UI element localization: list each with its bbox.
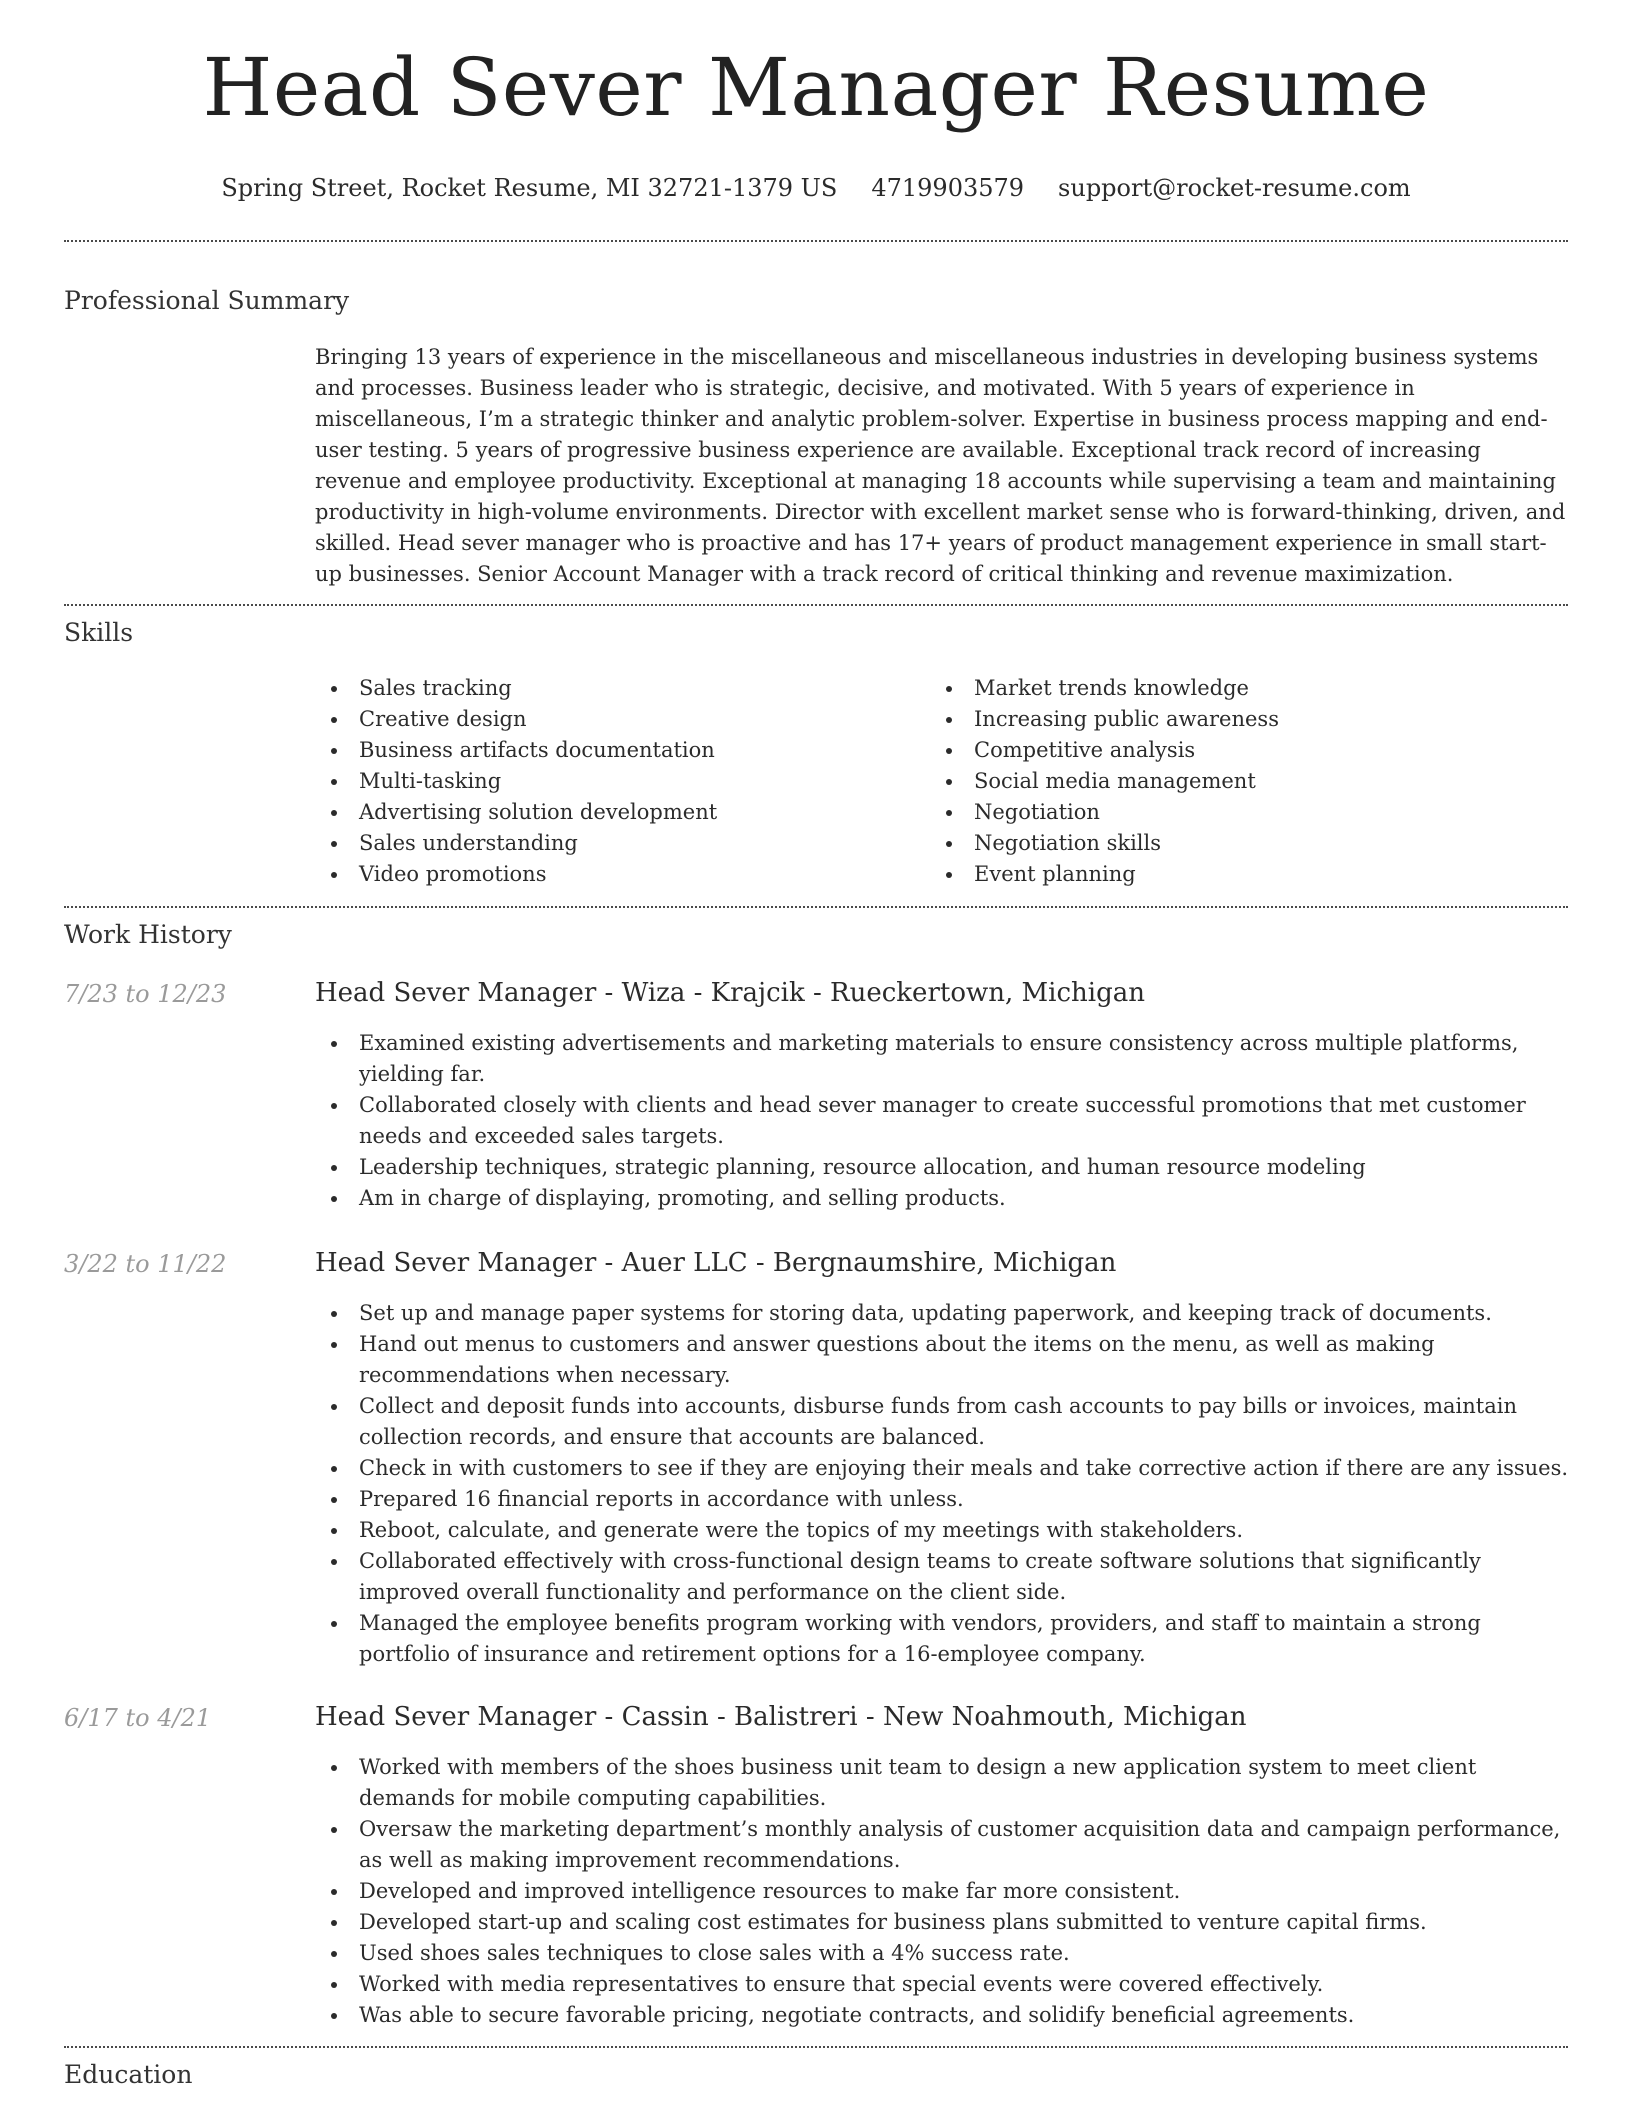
- job-title: Head Sever Manager - Auer LLC - Bergnaumshire, Michigan: [315, 1248, 1117, 1278]
- section-heading-summary: Professional Summary: [64, 286, 350, 315]
- skill-item: Negotiation skills: [930, 828, 1545, 859]
- skill-item: Sales understanding: [315, 828, 930, 859]
- job-bullets: [315, 1028, 1577, 1214]
- section-heading-work-history: Work History: [64, 920, 232, 949]
- job-dates: 7/23 to 12/23: [64, 980, 227, 1008]
- job-dates: 3/22 to 11/22: [64, 1250, 227, 1278]
- job-bullet: Used shoes sales techniques to close sales with a 4% success rate.: [315, 1938, 1577, 1969]
- contact-phone: 4719903579: [871, 174, 1025, 202]
- contact-address: Spring Street, Rocket Resume, MI 32721-1379 US: [221, 174, 838, 202]
- skills-column-left: [315, 673, 930, 890]
- job-bullet: Oversaw the marketing department’s monthly analysis of customer acquisition data and campaign performance, as well as making improvement recommendations.: [315, 1814, 1577, 1876]
- job-bullet: Was able to secure favorable pricing, negotiate contracts, and solidify beneficial agreements.: [315, 2000, 1577, 2031]
- skill-item: Sales tracking: [315, 673, 930, 704]
- job-bullet: Examined existing advertisements and marketing materials to ensure consistency across multiple platforms, yielding far.: [315, 1028, 1577, 1090]
- divider: [64, 2046, 1568, 2048]
- job-bullet: Prepared 16 financial reports in accordance with unless.: [315, 1484, 1577, 1515]
- skill-item: Competitive analysis: [930, 735, 1545, 766]
- job-bullet: Leadership techniques, strategic planning, resource allocation, and human resource modeling: [315, 1152, 1577, 1183]
- skill-item: Multi-tasking: [315, 766, 930, 797]
- divider: [64, 240, 1568, 242]
- divider: [64, 906, 1568, 908]
- job-title: Head Sever Manager - Cassin - Balistreri - New Noahmouth, Michigan: [315, 1702, 1247, 1732]
- job-bullet: Worked with media representatives to ensure that special events were covered effectively.: [315, 1969, 1577, 2000]
- job-bullets: [315, 1298, 1577, 1670]
- skill-item: Market trends knowledge: [930, 673, 1545, 704]
- divider: [64, 604, 1568, 606]
- skill-item: Event planning: [930, 859, 1545, 890]
- job-bullet: Check in with customers to see if they are enjoying their meals and take corrective action if there are any issues.: [315, 1453, 1577, 1484]
- job-bullets: [315, 1752, 1577, 2031]
- job-bullet: Set up and manage paper systems for storing data, updating paperwork, and keeping track of documents.: [315, 1298, 1577, 1329]
- job-dates: 6/17 to 4/21: [64, 1704, 212, 1732]
- job-bullet: Developed and improved intelligence resources to make far more consistent.: [315, 1876, 1577, 1907]
- job-bullet: Managed the employee benefits program working with vendors, providers, and staff to maintain a strong portfolio of insurance and retirement options for a 16-employee company.: [315, 1608, 1577, 1670]
- page-title: Head Sever Manager Resume: [202, 41, 1430, 134]
- contact-email: support@rocket-resume.com: [1058, 174, 1411, 202]
- skill-item: Creative design: [315, 704, 930, 735]
- section-heading-education: Education: [64, 2060, 193, 2089]
- job-bullet: Collect and deposit funds into accounts, disburse funds from cash accounts to pay bills or invoices, maintain collection records, and ensure that accounts are balanced.: [315, 1391, 1577, 1453]
- skill-item: Advertising solution development: [315, 797, 930, 828]
- skills-column-right: [930, 673, 1545, 890]
- job-bullet: Developed start-up and scaling cost estimates for business plans submitted to venture capital firms.: [315, 1907, 1577, 1938]
- job-bullet: Collaborated effectively with cross-functional design teams to create software solutions that significantly improved overall functionality and performance on the client side.: [315, 1546, 1577, 1608]
- job-bullet: Collaborated closely with clients and head sever manager to create successful promotions that met customer needs and exceeded sales targets.: [315, 1090, 1577, 1152]
- job-title: Head Sever Manager - Wiza - Krajcik - Rueckertown, Michigan: [315, 978, 1145, 1008]
- job-bullet: Reboot, calculate, and generate were the topics of my meetings with stakeholders.: [315, 1515, 1577, 1546]
- skill-item: Video promotions: [315, 859, 930, 890]
- summary-text: Bringing 13 years of experience in the miscellaneous and miscellaneous industries in developing business systems and processes. Business leader who is strategic, decisive, and motivated. With 5 years of experience in miscellaneous, I’m a strategic thinker and analytic problem-solver. Expertise in business process mapping and end-user testing. 5 years of progressive business experience are available. Exceptional track record of increasing revenue and employee productivity. Exceptional at managing 18 accounts while supervising a team and maintaining productivity in high-volume environments. Director with excellent market sense who is forward-thinking, driven, and skilled. Head sever manager who is proactive and has 17+ years of product management experience in small start-up businesses. Senior Account Manager with a track record of critical thinking and revenue maximization.: [315, 345, 1566, 586]
- contact-info: [0, 176, 1632, 200]
- skill-item: Social media management: [930, 766, 1545, 797]
- skill-item: Increasing public awareness: [930, 704, 1545, 735]
- job-bullet: Hand out menus to customers and answer questions about the items on the menu, as well as making recommendations when necessary.: [315, 1329, 1577, 1391]
- skill-item: Business artifacts documentation: [315, 735, 930, 766]
- job-bullet: Am in charge of displaying, promoting, and selling products.: [315, 1183, 1577, 1214]
- skill-item: Negotiation: [930, 797, 1545, 828]
- section-heading-skills: Skills: [64, 618, 134, 647]
- skills-list: [315, 673, 1568, 890]
- job-bullet: Worked with members of the shoes business unit team to design a new application system to meet client demands for mobile computing capabilities.: [315, 1752, 1577, 1814]
